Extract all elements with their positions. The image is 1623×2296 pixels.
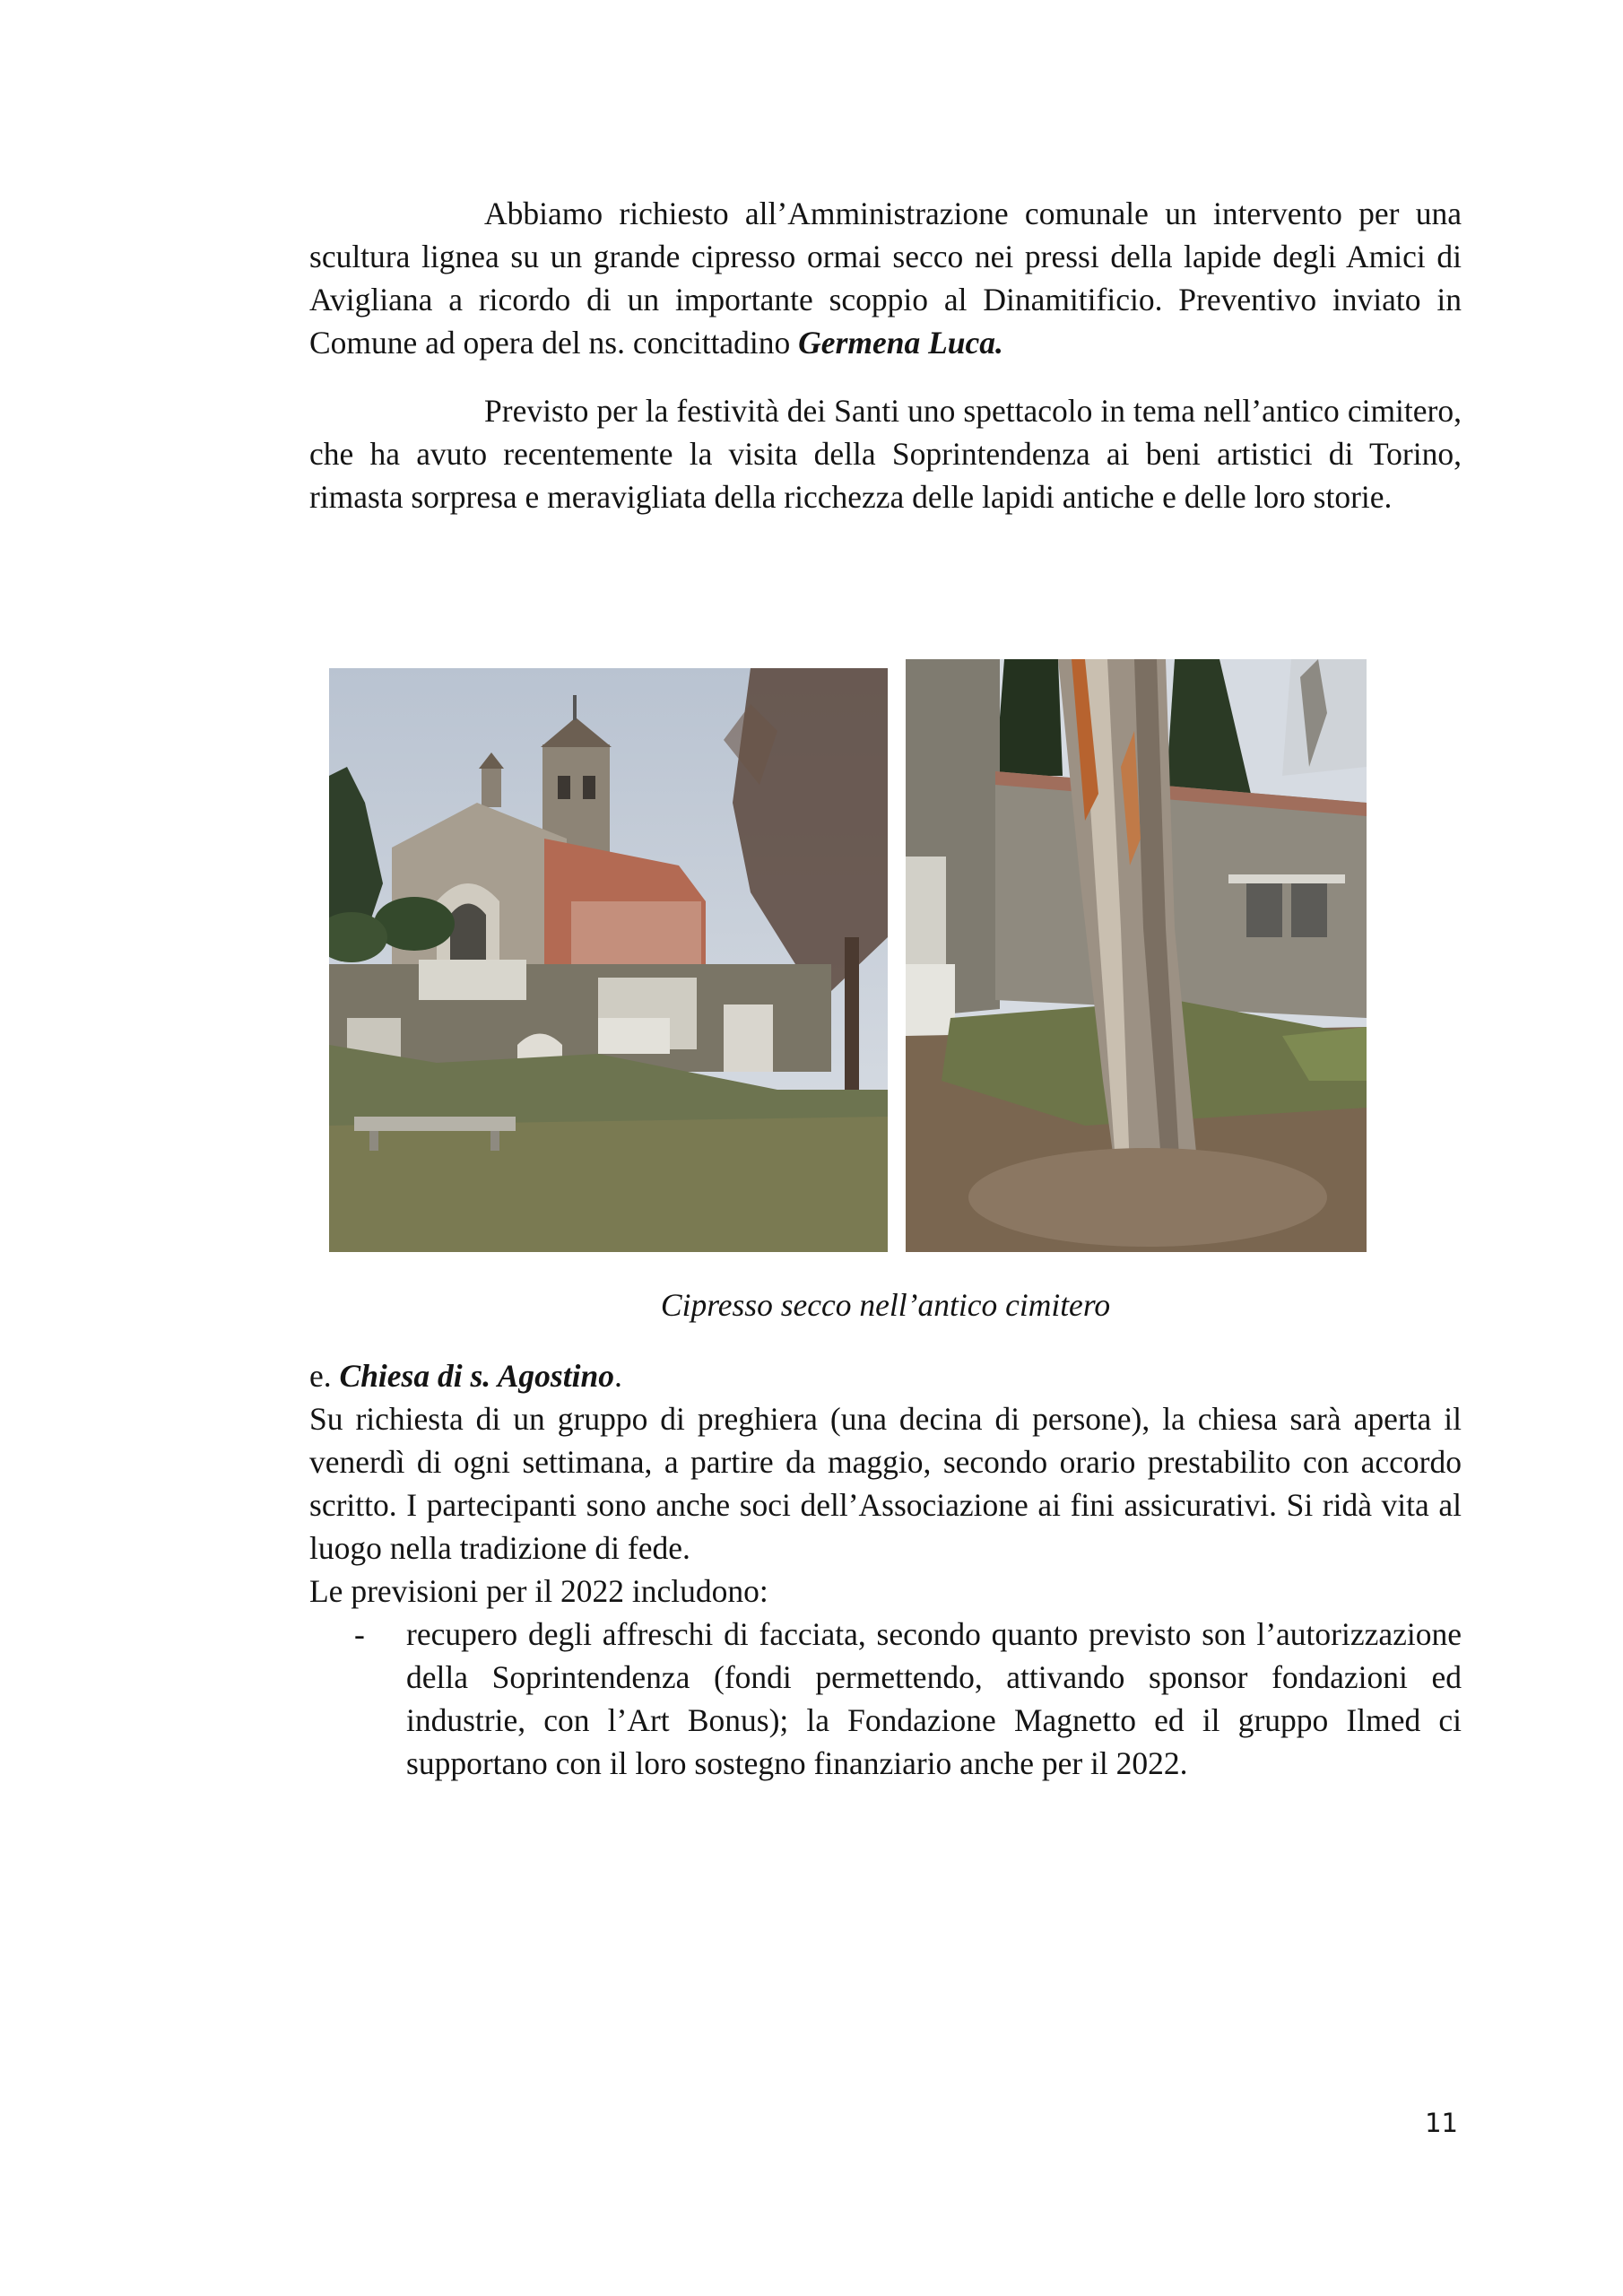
forecast-intro: Le previsioni per il 2022 includono:: [309, 1573, 768, 1609]
section-body: Su richiesta di un gruppo di preghiera (una decina di persone), la chiesa sarà aperta il venerdì di ogni settimana, a partire da maggio, secondo orario prestabilito con accordo scritto. I partecipanti sono anche soci dell’Associazione ai fini assicurativi. Si ridà vita al luogo nella tradizione di fede.: [309, 1401, 1462, 1566]
paragraph-festivita-santi: [309, 389, 1462, 518]
person-name: Germena Luca.: [798, 325, 1003, 361]
dry-cypress-photo: [906, 659, 1367, 1252]
section-heading: Chiesa di s. Agostino: [339, 1358, 614, 1394]
list-bullet: -: [354, 1616, 365, 1652]
paragraph-text: Previsto per la festività dei Santi uno spettacolo in tema nell’antico cimitero, che ha avuto recentemente la visita della Soprintendenza ai beni artistici di Torino, rimasta sorpresa e meravigliata della ricchezza delle lapidi antiche e delle loro storie.: [309, 393, 1462, 515]
forecast-list: [309, 1613, 1462, 1785]
paragraph-dinamitificio: [309, 192, 1462, 364]
section-heading-end: .: [613, 1358, 622, 1394]
section-letter: e.: [309, 1358, 340, 1394]
section-chiesa-agostino: [309, 1354, 1462, 1785]
list-item: [309, 1613, 1462, 1785]
page-number: 11: [1425, 2108, 1458, 2138]
church-cemetery-photo: [329, 668, 888, 1252]
paragraph-text: Abbiamo richiesto all’Amministrazione comunale un intervento per una scultura lignea su un grande cipresso ormai secco nei pressi della lapide degli Amici di Avigliana a ricordo di un importante scoppio al Dinamitificio. Preventivo inviato in Comune ad opera del ns. concittadino: [309, 196, 1462, 361]
figure-caption: Cipresso secco nell’antico cimitero: [660, 1287, 1111, 1323]
list-item-text: recupero degli affreschi di facciata, secondo quanto previsto son l’autorizzazione della Soprintendenza (fondi permettendo, attivando sponsor fondazioni ed industrie, con l’Art Bonus); la Fondazione Magnetto ed il gruppo Ilmed ci supportano con il loro sostegno finanziario anche per il 2022.: [406, 1616, 1462, 1781]
